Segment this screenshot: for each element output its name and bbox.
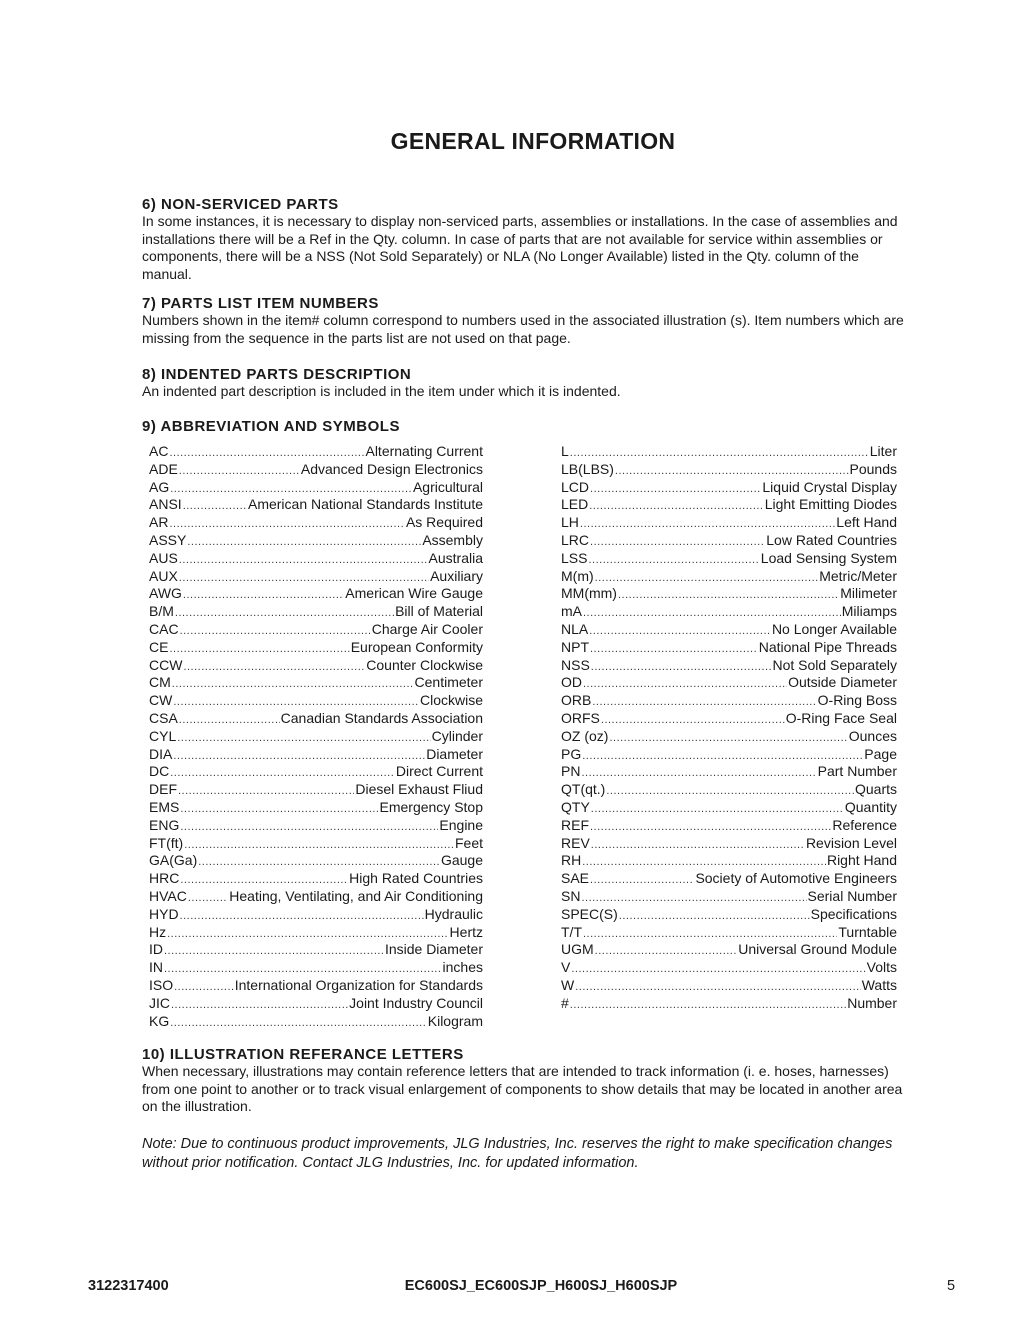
abbreviation-term: AUS — [149, 549, 178, 566]
dot-leader — [588, 552, 759, 570]
abbreviation-row — [561, 568, 897, 586]
abbreviation-term: REF — [561, 816, 589, 833]
abbreviation-term: ANSI — [149, 496, 182, 513]
abbreviation-row — [149, 479, 483, 497]
abbreviation-row — [149, 941, 483, 959]
abbreviation-meaning: American Wire Gauge — [345, 585, 483, 602]
dot-leader — [164, 943, 384, 961]
abbreviation-row — [561, 835, 897, 853]
abbreviation-term: AG — [149, 478, 170, 495]
abbreviation-row — [149, 550, 483, 568]
abbreviation-meaning: O-Ring Boss — [817, 692, 897, 709]
abbreviation-meaning: International Organization for Standards — [234, 976, 483, 993]
abbreviation-meaning: Universal Ground Module — [738, 941, 897, 958]
dot-leader — [169, 516, 405, 534]
abbreviation-meaning: O-Ring Face Seal — [785, 709, 897, 726]
abbreviation-meaning: Volts — [866, 959, 897, 976]
abbreviation-term: CCW — [149, 656, 183, 673]
abbreviation-term: NPT — [561, 638, 589, 655]
abbreviation-meaning: Hertz — [449, 923, 483, 940]
abbreviation-row — [149, 799, 483, 817]
abbreviation-row — [149, 1013, 483, 1031]
abbreviation-meaning: Milimeter — [840, 585, 897, 602]
abbreviation-term: ORFS — [561, 709, 600, 726]
abbreviation-row — [561, 728, 897, 746]
dot-leader — [170, 1015, 427, 1033]
abbreviation-row — [149, 496, 483, 514]
abbreviation-term: M(m) — [561, 567, 594, 584]
abbreviation-meaning: Quantity — [844, 798, 897, 815]
abbreviation-term: AUX — [149, 567, 178, 584]
section-indented-parts-description — [142, 366, 912, 401]
abbreviation-term: IN — [149, 959, 163, 976]
section-parts-list-item-numbers — [142, 295, 912, 347]
abbreviation-term: QTY — [561, 798, 590, 815]
dot-leader — [179, 552, 428, 570]
dot-leader — [571, 961, 865, 979]
section-non-serviced-parts — [142, 196, 912, 283]
section-illustration-reference-letters — [142, 1046, 912, 1116]
abbreviation-row — [561, 817, 897, 835]
abbreviation-term: SAE — [561, 870, 590, 887]
abbreviation-row — [149, 514, 483, 532]
abbreviation-meaning: Diesel Exhaust Fliud — [355, 781, 483, 798]
section-heading: 7) PARTS LIST ITEM NUMBERS — [142, 295, 379, 312]
abbreviation-term: DC — [149, 763, 170, 780]
abbreviation-term: HRC — [149, 870, 180, 887]
abbreviation-term: ORB — [561, 692, 592, 709]
dot-leader — [595, 570, 819, 588]
abbreviation-meaning: Hydraulic — [424, 905, 483, 922]
abbreviation-meaning: Metric/Meter — [819, 567, 897, 584]
abbreviation-term: SPEC(S) — [561, 905, 618, 922]
abbreviation-row — [149, 728, 483, 746]
abbreviation-list-left — [149, 443, 483, 1030]
abbreviation-meaning: Bill of Material — [395, 603, 483, 620]
dot-leader — [583, 676, 787, 694]
abbreviation-meaning: Emergency Stop — [379, 798, 483, 815]
abbreviation-row — [149, 710, 483, 728]
section-body: An indented part description is included in the item under which it is indented. — [142, 383, 621, 399]
abbreviation-meaning: Reference — [832, 816, 897, 833]
dot-leader — [590, 481, 761, 499]
dot-leader — [575, 979, 861, 997]
abbreviation-meaning: Joint Industry Council — [349, 994, 483, 1011]
abbreviation-row — [149, 817, 483, 835]
dot-leader — [177, 730, 430, 748]
dot-leader — [180, 623, 371, 641]
abbreviation-term: JIC — [149, 994, 170, 1011]
abbreviation-row — [149, 906, 483, 924]
abbreviation-meaning: Canadian Standards Association — [280, 709, 483, 726]
abbreviation-meaning: Ounces — [848, 727, 897, 744]
dot-leader — [169, 641, 349, 659]
dot-leader — [173, 748, 425, 766]
abbreviation-row — [561, 746, 897, 764]
abbreviation-term: V — [561, 959, 571, 976]
abbreviation-term: LRC — [561, 531, 590, 548]
abbreviation-row — [149, 692, 483, 710]
abbreviation-meaning: Counter Clockwise — [366, 656, 483, 673]
abbreviation-meaning: No Longer Available — [771, 620, 897, 637]
abbreviation-term: LB(LBS) — [561, 460, 614, 477]
dot-leader — [601, 712, 785, 730]
abbreviation-row — [149, 959, 483, 977]
abbreviation-meaning: Load Sensing System — [760, 549, 897, 566]
abbreviation-row — [561, 550, 897, 568]
abbreviation-term: UGM — [561, 941, 594, 958]
abbreviation-row — [561, 924, 897, 942]
abbreviation-row — [149, 977, 483, 995]
dot-leader — [188, 890, 228, 908]
abbreviation-meaning: Feet — [454, 834, 483, 851]
abbreviation-meaning: Low Rated Countries — [766, 531, 897, 548]
abbreviation-meaning: Gauge — [440, 852, 483, 869]
dot-leader — [179, 463, 300, 481]
abbreviation-row — [149, 888, 483, 906]
abbreviation-meaning: Right Hand — [826, 852, 897, 869]
abbreviation-meaning: Engine — [439, 816, 483, 833]
abbreviation-meaning: Inside Diameter — [384, 941, 483, 958]
abbreviation-row — [149, 870, 483, 888]
abbreviation-meaning: Heating, Ventilating, and Air Conditioning — [229, 887, 483, 904]
abbreviation-row — [561, 781, 897, 799]
dot-leader — [183, 587, 344, 605]
abbreviation-term: CM — [149, 674, 171, 691]
abbreviation-term: CE — [149, 638, 169, 655]
abbreviation-meaning: Left Hand — [836, 514, 897, 531]
abbreviation-row — [561, 603, 897, 621]
abbreviation-row — [561, 479, 897, 497]
abbreviation-meaning: Quarts — [854, 781, 897, 798]
abbreviation-term: FT(ft) — [149, 834, 184, 851]
dot-leader — [180, 908, 424, 926]
abbreviation-meaning: Kilogram — [427, 1012, 483, 1029]
dot-leader — [609, 730, 847, 748]
abbreviation-term: mA — [561, 603, 582, 620]
abbreviation-row — [561, 692, 897, 710]
abbreviation-term: AWG — [149, 585, 182, 602]
abbreviation-term: CYL — [149, 727, 177, 744]
abbreviation-row — [561, 710, 897, 728]
dot-leader — [590, 819, 831, 837]
dot-leader — [581, 765, 816, 783]
abbreviation-meaning: As Required — [405, 514, 483, 531]
dot-leader — [595, 943, 738, 961]
abbreviation-row — [561, 585, 897, 603]
abbreviation-row — [561, 763, 897, 781]
abbreviation-term: # — [561, 994, 569, 1011]
abbreviation-term: HYD — [149, 905, 179, 922]
abbreviation-row — [561, 799, 897, 817]
abbreviation-meaning: inches — [442, 959, 483, 976]
abbreviation-row — [149, 924, 483, 942]
abbreviation-row — [149, 781, 483, 799]
abbreviation-row — [561, 514, 897, 532]
abbreviation-term: L — [561, 443, 569, 459]
section-heading: 8) INDENTED PARTS DESCRIPTION — [142, 366, 412, 383]
abbreviation-meaning: Direct Current — [395, 763, 483, 780]
dot-leader — [179, 712, 280, 730]
footer-doc-number: 3122317400 — [88, 1278, 169, 1294]
abbreviation-row — [149, 443, 483, 461]
dot-leader — [183, 498, 247, 516]
dot-leader — [174, 979, 234, 997]
dot-leader — [175, 605, 394, 623]
abbreviation-row — [561, 870, 897, 888]
abbreviation-row — [561, 941, 897, 959]
abbreviation-row — [149, 746, 483, 764]
abbreviation-meaning: Miliamps — [841, 603, 897, 620]
dot-leader — [180, 819, 438, 837]
dot-leader — [619, 908, 810, 926]
abbreviation-meaning: Number — [847, 994, 897, 1011]
abbreviation-term: REV — [561, 834, 590, 851]
abbreviation-term: KG — [149, 1012, 170, 1029]
section-heading: 9) ABBREVIATION AND SYMBOLS — [142, 418, 400, 435]
dot-leader — [606, 783, 854, 801]
abbreviation-meaning: Turntable — [838, 923, 897, 940]
abbreviation-meaning: Part Number — [817, 763, 897, 780]
abbreviation-term: ISO — [149, 976, 174, 993]
abbreviation-meaning: Not Sold Separately — [772, 656, 897, 673]
section-abbreviations — [142, 418, 912, 435]
abbreviation-meaning: Cylinder — [431, 727, 483, 744]
abbreviation-meaning: American National Standards Institute — [247, 496, 483, 513]
abbreviation-meaning: Advanced Design Electronics — [300, 460, 483, 477]
abbreviation-row — [561, 852, 897, 870]
dot-leader — [178, 783, 354, 801]
abbreviation-term: CW — [149, 692, 173, 709]
abbreviation-meaning: Revision Level — [805, 834, 897, 851]
abbreviation-term: T/T — [561, 923, 582, 940]
abbreviation-term: HVAC — [149, 887, 187, 904]
abbreviation-row — [561, 496, 897, 514]
abbreviation-row — [149, 621, 483, 639]
page-title: GENERAL INFORMATION — [390, 128, 676, 154]
abbreviation-row — [561, 461, 897, 479]
abbreviation-term: DEF — [149, 781, 177, 798]
section-body: Numbers shown in the item# column correspond to numbers used in the associated illustration (s). Item numbers which are missing from the sequence in the parts list are not used on that page. — [142, 312, 904, 346]
abbreviation-term: AC — [149, 443, 169, 459]
dot-leader — [590, 534, 765, 552]
abbreviation-row — [149, 995, 483, 1013]
abbreviation-meaning: High Rated Countries — [349, 870, 483, 887]
abbreviation-row — [561, 906, 897, 924]
section-body: When necessary, illustrations may contain reference letters that are intended to track information (i. e. hoses, harnesses) from one point to another or to track visual enlargement of components to show details that may be located in another area on the illustration. — [142, 1063, 903, 1115]
abbreviation-term: PG — [561, 745, 582, 762]
abbreviation-meaning: Society of Automotive Engineers — [695, 870, 897, 887]
abbreviation-meaning: European Conformity — [350, 638, 483, 655]
dot-leader — [184, 837, 454, 855]
abbreviation-row — [561, 959, 897, 977]
abbreviation-term: Hz — [149, 923, 167, 940]
abbreviation-term: LSS — [561, 549, 588, 566]
dot-leader — [591, 801, 844, 819]
dot-leader — [618, 587, 839, 605]
dot-leader — [590, 641, 758, 659]
abbreviation-term: CAC — [149, 620, 179, 637]
section-heading: 10) ILLUSTRATION REFERANCE LETTERS — [142, 1046, 464, 1063]
abbreviation-meaning: Serial Number — [807, 887, 897, 904]
abbreviation-meaning: Liquid Crystal Display — [762, 478, 897, 495]
abbreviation-row — [561, 888, 897, 906]
abbreviation-term: DIA — [149, 745, 173, 762]
abbreviation-row — [561, 674, 897, 692]
abbreviation-meaning: Page — [864, 745, 897, 762]
abbreviation-row — [149, 763, 483, 781]
abbreviation-term: OD — [561, 674, 582, 691]
abbreviation-term: AR — [149, 514, 169, 531]
abbreviation-term: LED — [561, 496, 589, 513]
abbreviation-row — [149, 657, 483, 675]
footer-models: EC600SJ_EC600SJP_H600SJ_H600SJP — [404, 1278, 678, 1294]
abbreviation-row — [149, 585, 483, 603]
abbreviation-row — [561, 621, 897, 639]
abbreviation-row — [149, 568, 483, 586]
abbreviation-row — [561, 532, 897, 550]
abbreviation-row — [561, 995, 897, 1013]
abbreviation-row — [149, 852, 483, 870]
abbreviation-meaning: Light Emitting Diodes — [764, 496, 897, 513]
dot-leader — [183, 659, 365, 677]
abbreviation-meaning: National Pipe Threads — [758, 638, 897, 655]
abbreviation-term: SN — [561, 887, 581, 904]
abbreviation-meaning: Pounds — [849, 460, 897, 477]
abbreviation-term: QT(qt.) — [561, 781, 606, 798]
dot-leader — [187, 534, 421, 552]
abbreviation-row — [149, 674, 483, 692]
dot-leader — [570, 445, 869, 463]
abbreviation-meaning: Specifications — [810, 905, 897, 922]
abbreviation-term: ID — [149, 941, 163, 958]
abbreviation-row — [149, 639, 483, 657]
section-heading: 6) NON-SERVICED PARTS — [142, 196, 339, 213]
abbreviation-row — [561, 657, 897, 675]
abbreviation-list-right — [561, 443, 897, 1013]
abbreviation-meaning: Agricultural — [412, 478, 483, 495]
abbreviation-term: CSA — [149, 709, 178, 726]
abbreviation-meaning: Clockwise — [419, 692, 483, 709]
abbreviation-term: B/M — [149, 603, 174, 620]
dot-leader — [589, 623, 771, 641]
dot-leader — [570, 997, 846, 1015]
dot-leader — [171, 997, 348, 1015]
abbreviation-term: LH — [561, 514, 579, 531]
dot-leader — [180, 801, 378, 819]
dot-leader — [589, 498, 763, 516]
abbreviation-row — [561, 977, 897, 995]
abbreviation-term: EMS — [149, 798, 180, 815]
abbreviation-term: ENG — [149, 816, 180, 833]
dot-leader — [172, 676, 414, 694]
note-text: Note: Due to continuous product improvements, JLG Industries, Inc. reserves the right to make specification changes without prior notification. Contact JLG Industries, Inc. for updated information. — [142, 1136, 893, 1171]
dot-leader — [591, 659, 772, 677]
abbreviation-meaning: Assembly — [422, 531, 483, 548]
abbreviation-row — [149, 532, 483, 550]
dot-leader — [591, 837, 805, 855]
section-body: In some instances, it is necessary to display non-serviced parts, assemblies or installations. In the case of assemblies and installations there will be a Ref in the Qty. column. In case of parts that are not available for service within assemblies or components, there will be a NSS (Not Sold Separately) or NLA (No Longer Available) listed in the Qty. column of the manual. — [142, 213, 898, 282]
abbreviation-term: RH — [561, 852, 582, 869]
abbreviation-term: ADE — [149, 460, 178, 477]
dot-leader — [590, 872, 694, 890]
footer-page-number: 5 — [947, 1278, 956, 1294]
abbreviation-meaning: Centimeter — [414, 674, 483, 691]
abbreviation-term: W — [561, 976, 575, 993]
dot-leader — [592, 694, 816, 712]
abbreviation-row — [149, 461, 483, 479]
abbreviation-meaning: Outside Diameter — [788, 674, 897, 691]
abbreviation-meaning: Charge Air Cooler — [371, 620, 483, 637]
abbreviation-meaning: Alternating Current — [365, 443, 483, 459]
abbreviation-term: LCD — [561, 478, 590, 495]
abbreviation-row — [149, 603, 483, 621]
abbreviation-row — [561, 639, 897, 657]
abbreviation-term: GA(Ga) — [149, 852, 198, 869]
abbreviation-term: NLA — [561, 620, 589, 637]
abbreviation-meaning: Auxiliary — [430, 567, 483, 584]
abbreviation-meaning: Watts — [861, 976, 897, 993]
abbreviation-term: NSS — [561, 656, 590, 673]
abbreviation-row — [149, 835, 483, 853]
abbreviation-term: PN — [561, 763, 581, 780]
abbreviation-meaning: Diameter — [426, 745, 483, 762]
abbreviation-term: ASSY — [149, 531, 187, 548]
abbreviation-meaning: Liter — [869, 443, 897, 459]
abbreviation-term: MM(mm) — [561, 585, 617, 602]
abbreviation-term: OZ (oz) — [561, 727, 609, 744]
abbreviation-meaning: Australia — [428, 549, 483, 566]
abbreviation-row — [561, 443, 897, 461]
